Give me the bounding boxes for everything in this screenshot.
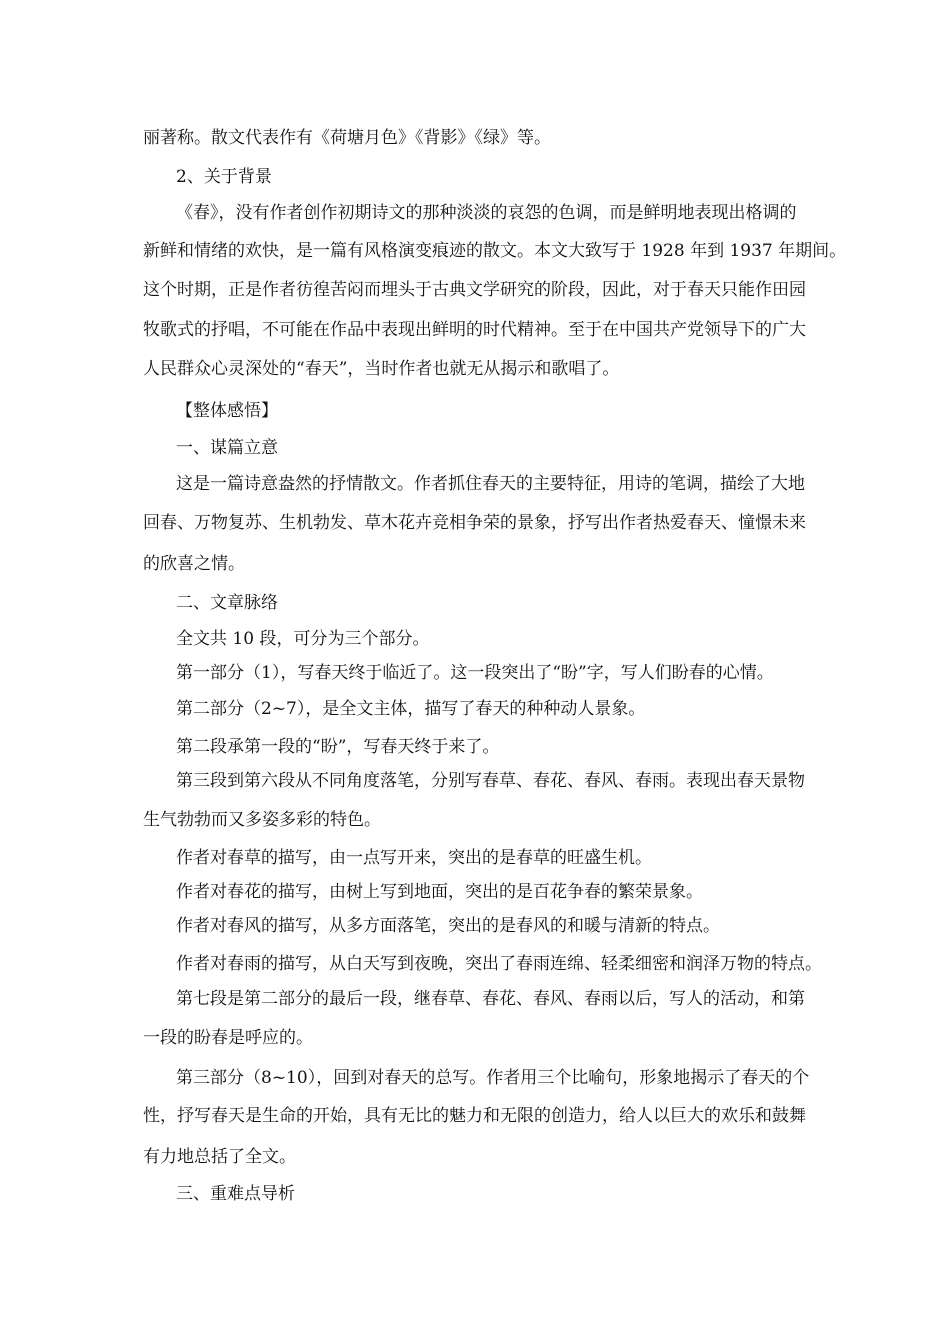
paragraph-line: 作者对春草的描写，由一点写开来，突出的是春草的旺盛生机。: [176, 848, 652, 868]
paragraph-line: 全文共 10 段，可分为三个部分。: [176, 629, 430, 649]
paragraph-line: 作者对春风的描写，从多方面落笔，突出的是春风的和暖与清新的特点。: [176, 916, 720, 936]
section-heading: 二、文章脉络: [176, 593, 278, 613]
paragraph-line: 第三段到第六段从不同角度落笔，分别写春草、春花、春风、春雨。表现出春天景物: [176, 771, 805, 791]
section-heading: 一、谋篇立意: [176, 438, 278, 458]
paragraph-line: 第二部分（2~7），是全文主体，描写了春天的种种动人景象。: [176, 699, 646, 719]
paragraph-line: 性，抒写春天是生命的开始，具有无比的魅力和无限的创造力，给人以巨大的欢乐和鼓舞: [143, 1106, 806, 1126]
section-heading: 2、关于背景: [176, 167, 272, 187]
paragraph-line: 《春》，没有作者创作初期诗文的那种淡淡的哀怨的色调，而是鲜明地表现出格调的: [176, 203, 797, 223]
paragraph-line: 第一部分（1），写春天终于临近了。这一段突出了“盼”字，写人们盼春的心情。: [176, 663, 774, 683]
paragraph-line: 这个时期，正是作者彷徨苦闷而埋头于古典文学研究的阶段，因此，对于春天只能作田园: [143, 280, 806, 300]
paragraph-line: 回春、万物复苏、生机勃发、草木花卉竞相争荣的景象，抒写出作者热爱春天、憧憬未来: [143, 513, 806, 533]
section-heading: 三、重难点导析: [176, 1184, 295, 1204]
paragraph-line: 有力地总括了全文。: [143, 1147, 296, 1167]
paragraph-line: 一段的盼春是呼应的。: [143, 1028, 313, 1048]
paragraph-line: 第二段承第一段的“盼”，写春天终于来了。: [176, 737, 500, 757]
paragraph-line: 丽著称。散文代表作有《荷塘月色》《背影》《绿》等。: [143, 128, 551, 148]
paragraph-line: 生气勃勃而又多姿多彩的特色。: [143, 810, 381, 830]
paragraph-line: 的欣喜之情。: [143, 554, 245, 574]
section-heading: 【整体感悟】: [176, 401, 278, 421]
paragraph-line: 牧歌式的抒唱，不可能在作品中表现出鲜明的时代精神。至于在中国共产党领导下的广大: [143, 320, 806, 340]
paragraph-line: 作者对春花的描写，由树上写到地面，突出的是百花争春的繁荣景象。: [176, 882, 703, 902]
paragraph-line: 这是一篇诗意盎然的抒情散文。作者抓住春天的主要特征，用诗的笔调，描绘了大地: [176, 474, 805, 494]
paragraph-line: 第三部分（8~10），回到对春天的总写。作者用三个比喻句，形象地揭示了春天的个: [176, 1068, 810, 1088]
paragraph-line: 作者对春雨的描写，从白天写到夜晚，突出了春雨连绵、轻柔细密和润泽万物的特点。: [176, 954, 822, 974]
paragraph-line: 人民群众心灵深处的“春天”，当时作者也就无从揭示和歌唱了。: [143, 359, 620, 379]
paragraph-line: 新鲜和情绪的欢快，是一篇有风格演变痕迹的散文。本文大致写于 1928 年到 1937 年期间。: [143, 241, 847, 261]
paragraph-line: 第七段是第二部分的最后一段，继春草、春花、春风、春雨以后，写人的活动，和第: [176, 989, 805, 1009]
